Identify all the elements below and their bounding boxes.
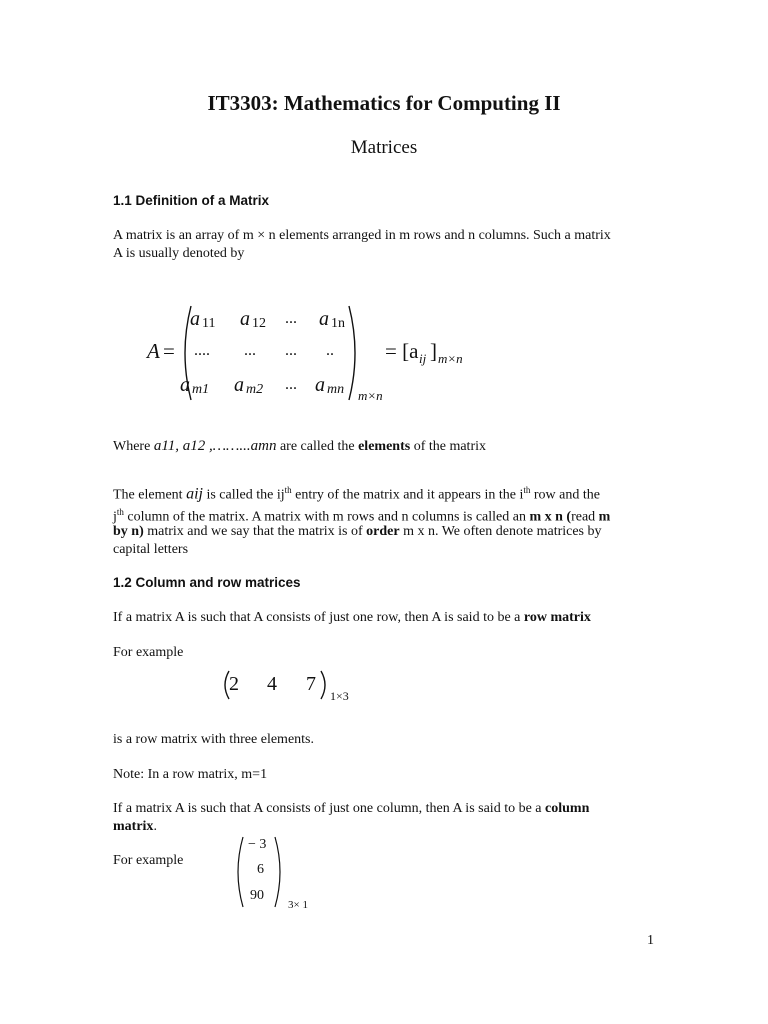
matrix-a1n-sub: 1n [331, 316, 345, 331]
col-elem-3: 90 [250, 888, 264, 903]
matrix-amn-sub: mn [327, 382, 345, 397]
section-title: Matrices [350, 137, 418, 158]
matrix-a11: a [190, 308, 200, 330]
column-matrix-definition: If a matrix A is such that A consists of just one column, then A is said to be a column [113, 801, 590, 816]
row-matrix-dim: 1×3 [330, 689, 349, 703]
matrix-amn: a [315, 374, 325, 396]
matrix-am1-sub: m1 [192, 382, 210, 397]
intro-line-1: A matrix is an array of m × n elements arranged in m rows and n columns. Such a matrix [113, 228, 611, 243]
matrix-dots-r2c1: .... [194, 342, 210, 359]
matrix-a1n: a [319, 308, 329, 330]
matrix-a12-sub: 12 [252, 316, 266, 331]
equals-sign: = [163, 339, 175, 363]
matrix-dots-r2c4: .. [326, 342, 334, 359]
matrix-am1: a [180, 374, 190, 396]
example-label-2: For example [113, 853, 184, 868]
row-matrix-definition: If a matrix A is such that A consists of just one row, then A is said to be a row matrix [113, 610, 591, 625]
matrix-am2-sub: m2 [246, 382, 264, 397]
matrix-dimension: m×n [358, 388, 383, 403]
col-right-paren [272, 836, 286, 908]
matrix-am2: a [234, 374, 244, 396]
row-matrix-note: Note: In a row matrix, m=1 [113, 767, 268, 782]
matrix-rhs-close: ] [430, 339, 437, 363]
matrix-a11-sub: 11 [202, 316, 216, 331]
example-label-1: For example [113, 645, 184, 660]
col-elem-1: − 3 [248, 837, 267, 852]
matrix-dots-1: ... [285, 310, 297, 327]
heading-definition: 1.1 Definition of a Matrix [113, 193, 270, 208]
matrix-dots-r2c3: ... [285, 342, 297, 359]
col-left-paren [232, 836, 246, 908]
intro-line-2: A is usually denoted by [113, 246, 245, 261]
matrix-lhs: A [147, 339, 160, 363]
row-elem-3: 7 [306, 673, 316, 695]
matrix-dots-3: ... [285, 376, 297, 393]
matrix-a12: a [240, 308, 250, 330]
col-matrix-dim: 3× 1 [288, 899, 308, 911]
row-matrix-desc: is a row matrix with three elements. [113, 732, 314, 747]
matrix-rhs-dim: m×n [438, 351, 463, 366]
element-line-2: $j^{th}$ column of the matrix. A matrix with m rows and n columns is called an m x n (read m [113, 507, 611, 525]
document-title: IT3303: Mathematics for Computing II [207, 91, 561, 115]
row-elem-1: 2 [229, 673, 239, 695]
matrix-rhs-sub: ij [419, 351, 427, 366]
col-elem-2: 6 [257, 862, 264, 877]
matrix-dots-r2c2: ... [244, 342, 256, 359]
element-line-1: The element aij is called the $ij^{th}$ entry of the matrix and it appears in the $i^{th}$ row and the [113, 485, 600, 503]
where-line: Where a11, a12 ,……...amn are called the elements of the matrix [113, 438, 486, 454]
row-elem-2: 4 [267, 673, 277, 695]
column-matrix-definition-2: matrix. [113, 819, 157, 834]
where-elements-math: a11, a12 ,……...amn [153, 438, 277, 454]
page-number: 1 [647, 933, 654, 948]
element-line-3: by n) matrix and we say that the matrix is of order m x n. We often denote matrices by [113, 524, 602, 539]
element-line-4: capital letters [113, 542, 189, 557]
matrix-rhs: = [a [385, 339, 419, 363]
heading-column-row: 1.2 Column and row matrices [113, 575, 301, 590]
element-aij: aij [186, 485, 203, 503]
